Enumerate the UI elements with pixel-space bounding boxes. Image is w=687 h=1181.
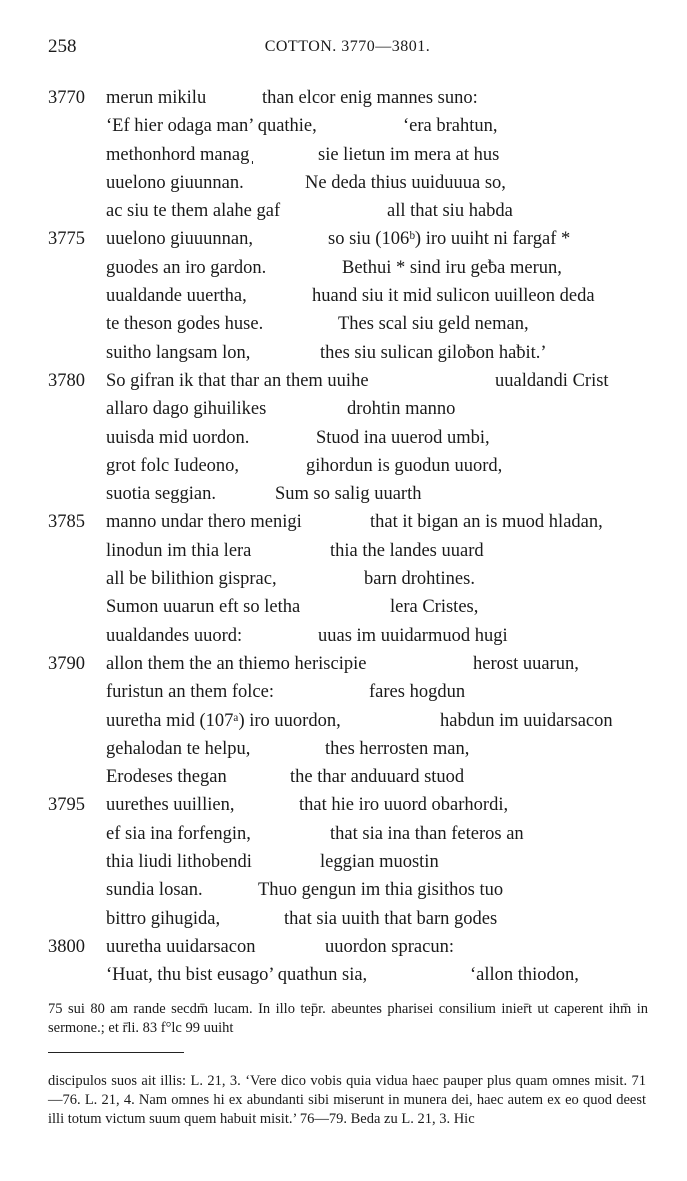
verse-line [0, 763, 687, 791]
verse-line [0, 339, 687, 367]
b-verse: fares hogdun [369, 682, 466, 703]
b-verse: Sum so salig uuarth [275, 484, 422, 505]
b-verse: Ne deda thius uuiduuua so, [305, 172, 506, 193]
a-verse: gehalodan te helpu, [106, 738, 251, 759]
line-number: 3790 [48, 653, 85, 674]
a-verse: Erodeses thegan [106, 767, 227, 788]
verse-line [0, 707, 687, 735]
a-verse: ‘Huat, thu bist eusago’ quathun sia, [106, 965, 368, 986]
a-verse: allaro dago gihuilikes [106, 399, 267, 420]
b-verse: that hie iro uuord obarhordi, [299, 795, 509, 816]
b-verse: Stuod ina uuerod umbi, [316, 427, 490, 448]
verse-line [0, 225, 687, 253]
a-verse: uuisda mid uordon. [106, 427, 250, 448]
verse-line [0, 282, 687, 310]
line-number: 3775 [48, 229, 85, 250]
b-verse: the thar anduuard stuod [290, 767, 465, 788]
b-verse: ‘allon thiodon, [470, 965, 579, 986]
b-verse: gihordun is guodun uuord, [306, 455, 503, 476]
verse-line [0, 933, 687, 961]
verse-line [0, 820, 687, 848]
a-verse: linodun im thia lera [106, 540, 252, 561]
verse-line [0, 367, 687, 395]
a-verse: all be bilithion gisprac, [106, 569, 277, 590]
verse-line [0, 622, 687, 650]
verse-line [0, 112, 687, 140]
b-verse: lera Cristes, [390, 597, 479, 618]
apparatus-sources: discipulos suos ait illis: L. 21, 3. ‘Vere dico vobis quia vidua haec pauper plus quam omnes misit. 71—76. L. 21, 4. Nam omnes hi ex abundanti sibi miserunt in munera dei, haec autem ex eo quod deest illi totum victum suum quem habuit misit.’ 76—79. Beda zu L. 21, 3. Hic [48, 1073, 646, 1127]
b-verse: thes siu sulican giloƀon haƀit.’ [320, 342, 547, 363]
verse-line [0, 961, 687, 989]
a-verse: uuretha uuidarsacon [106, 936, 256, 957]
b-verse: than elcor enig mannes suno: [262, 88, 478, 108]
verse-line [0, 84, 687, 112]
b-verse: thia the landes uuard [330, 540, 484, 561]
verse-line [0, 848, 687, 876]
verse-line [0, 735, 687, 763]
apparatus-variants: 75 sui 80 am rande secdm̄ lucam. In illo tep̄r. abeuntes pharisei consilium inier̄t ut caperent ihm̄ in sermone.; et r̄li. 83 f°lc 99 uuiht [48, 1001, 648, 1036]
b-verse: Bethui * sind iru geƀa merun, [342, 257, 562, 278]
b-verse: sie lietun im mera at hus [318, 144, 500, 165]
footnote-rule [48, 1052, 184, 1053]
a-verse: uuretha mid (107ᵃ) iro uuordon, [106, 710, 341, 731]
a-verse: uuelono giuuunnan, [106, 229, 253, 250]
b-verse: Thes scal siu geld neman, [338, 314, 529, 335]
b-verse: thes herrosten man, [325, 738, 470, 759]
a-verse: So gifran ik that thar an them uuihe [106, 370, 369, 391]
a-verse: furistun an them folce: [106, 682, 274, 703]
verse-line [0, 254, 687, 282]
a-verse: suitho langsam lon, [106, 342, 251, 363]
verse-line [0, 791, 687, 819]
b-verse: that sia ina than feteros an [330, 823, 524, 844]
poem-text [0, 84, 687, 990]
a-verse: te theson godes huse. [106, 314, 264, 335]
line-number: 3770 [48, 88, 85, 108]
verse-line [0, 565, 687, 593]
verse-line [0, 452, 687, 480]
a-verse: suotia seggian. [106, 484, 216, 505]
verse-line [0, 650, 687, 678]
a-verse: thia liudi lithobendi [106, 852, 252, 873]
verse-line [0, 508, 687, 536]
line-number: 3800 [48, 936, 85, 957]
b-verse: drohtin manno [347, 399, 456, 420]
verse-line [0, 169, 687, 197]
a-verse: methonhord managˌ [106, 144, 256, 165]
a-verse: ‘Ef hier odaga man’ quathie, [106, 116, 317, 137]
page-header [48, 36, 647, 60]
line-number: 3780 [48, 370, 85, 391]
b-verse: uualdandi Crist [495, 370, 609, 391]
b-verse: all that siu habda [387, 201, 513, 222]
b-verse: so siu (106ᵇ) iro uuiht ni fargaf * [328, 229, 571, 250]
b-verse: ‘era brahtun, [403, 116, 498, 137]
verse-line [0, 197, 687, 225]
a-verse: bittro gihugida, [106, 908, 221, 929]
b-verse: leggian muostin [320, 852, 439, 873]
a-verse: allon them the an thiemo heriscipie [106, 653, 367, 674]
b-verse: that sia uuith that barn godes [284, 908, 498, 929]
verse-line [0, 310, 687, 338]
a-verse: guodes an iro gardon. [106, 257, 267, 278]
a-verse: uualdande uuertha, [106, 286, 247, 307]
a-verse: merun mikilu [106, 88, 207, 108]
b-verse: uuordon spracun: [325, 936, 454, 957]
a-verse: uualdandes uuord: [106, 625, 243, 646]
verse-line [0, 424, 687, 452]
verse-line [0, 905, 687, 933]
b-verse: huand siu it mid sulicon uuilleon deda [312, 286, 595, 307]
verse-line [0, 395, 687, 423]
a-verse: sundia losan. [106, 880, 203, 901]
verse-line [0, 480, 687, 508]
b-verse: Thuo gengun im thia gisithos tuo [258, 880, 504, 901]
line-number: 3785 [48, 512, 85, 533]
b-verse: that it bigan an is muod hladan, [370, 512, 603, 533]
a-verse: ef sia ina forfengin, [106, 823, 251, 844]
a-verse: Sumon uuarun eft so letha [106, 597, 301, 618]
b-verse: herost uuarun, [473, 653, 579, 674]
a-verse: uurethes uuillien, [106, 795, 235, 816]
page-number: 258 [48, 36, 77, 57]
a-verse: uuelono giuunnan. [106, 172, 244, 193]
verse-line [0, 876, 687, 904]
line-number: 3795 [48, 795, 85, 816]
a-verse: manno undar thero menigi [106, 512, 302, 533]
a-verse: ac siu te them alahe gaf [106, 201, 281, 222]
verse-line [0, 593, 687, 621]
verse-line [0, 141, 687, 169]
b-verse: habdun im uuidarsacon [440, 710, 613, 731]
a-verse: grot folc Iudeono, [106, 455, 240, 476]
verse-line [0, 678, 687, 706]
verse-line [0, 537, 687, 565]
b-verse: barn drohtines. [364, 569, 475, 590]
running-head: COTTON. 3770—3801. [264, 38, 431, 55]
b-verse: uuas im uuidarmuod hugi [318, 625, 508, 646]
